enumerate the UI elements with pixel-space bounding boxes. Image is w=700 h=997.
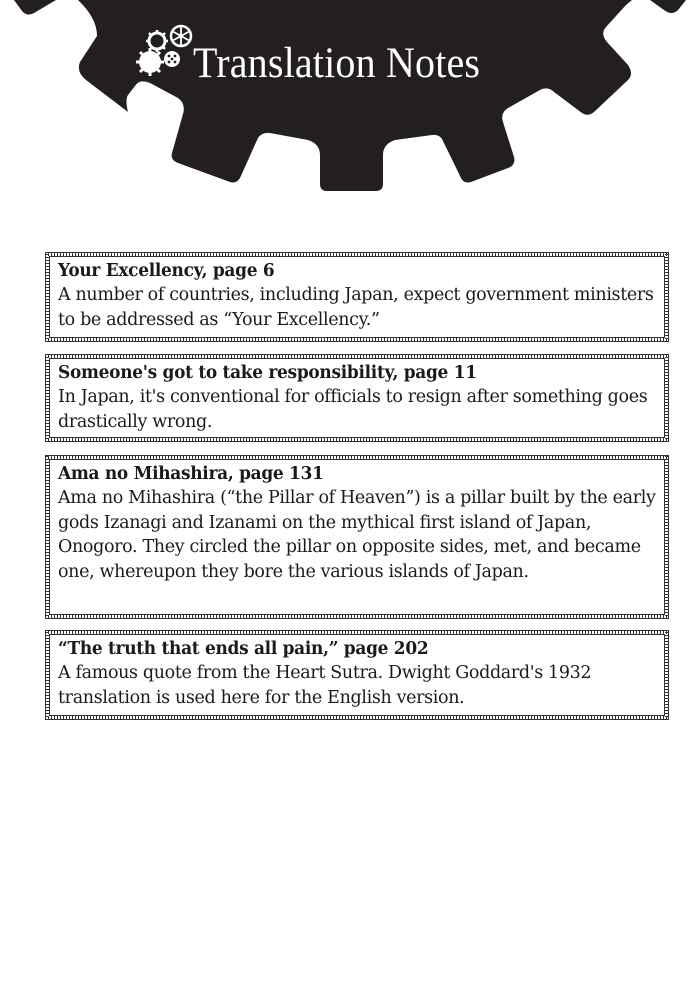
note-content: [49, 358, 665, 438]
note-title: Someone's got to take responsibility, page 11: [58, 363, 477, 383]
note-body: A number of countries, including Japan, expect government ministers to be addressed as “Your Excellency.”: [58, 285, 654, 330]
gear-icon: [0, 0, 700, 200]
note-title: Ama no Mihashira, page 131: [58, 464, 324, 484]
note-content: [49, 634, 665, 716]
note-box: [45, 455, 669, 619]
note-body: A famous quote from the Heart Sutra. Dwight Goddard's 1932 translation is used here for the English version.: [58, 663, 592, 708]
note-box: [45, 354, 669, 442]
note-body: Ama no Mihashira (“the Pillar of Heaven”) is a pillar built by the early gods Izanagi and Izanami on the mythical first island of Japan, Onogoro. They circled the pillar on opposite sides, met, and became one, whereupon they bore the various islands of Japan.: [58, 488, 656, 582]
note-box: [45, 630, 669, 720]
note-content: [49, 459, 665, 615]
note-content: [49, 256, 665, 338]
note-body: In Japan, it's conventional for officials to resign after something goes drastically wrong.: [58, 387, 648, 432]
page-title: Translation Notes: [193, 40, 481, 87]
note-box: [45, 252, 669, 342]
note-title: Your Excellency, page 6: [58, 261, 275, 281]
note-title: “The truth that ends all pain,” page 202: [58, 639, 429, 659]
cogs-icon: [136, 24, 198, 78]
